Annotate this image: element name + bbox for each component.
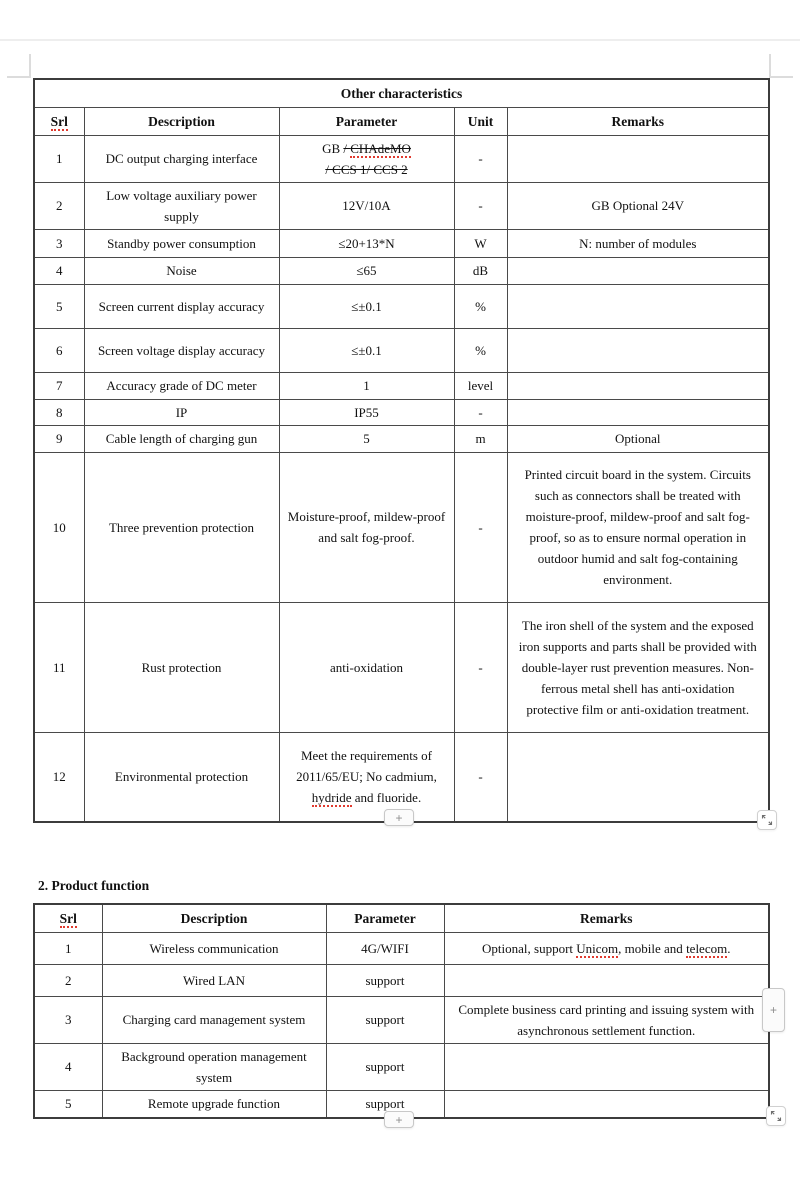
table-row [34,257,769,284]
cell-srl[interactable]: 9 [34,425,84,452]
diagonal-resize-icon [761,814,773,826]
cell-parameter[interactable]: 1 [279,372,454,399]
cell-srl[interactable]: 5 [34,284,84,328]
cell-srl[interactable]: 10 [34,452,84,602]
cell-remarks[interactable] [444,964,769,996]
cell-remarks[interactable]: GB Optional 24V [507,182,769,229]
table-row [34,425,769,452]
text-boundary-mark [29,54,31,78]
cell-parameter[interactable]: support [326,1090,444,1118]
struck-text: / [343,140,351,156]
cell-description[interactable]: Low voltage auxiliary power supply [84,182,279,229]
cell-unit[interactable]: - [454,452,507,602]
cell-description[interactable]: Screen voltage display accuracy [84,328,279,372]
table-title[interactable]: Other characteristics [34,79,769,107]
cell-parameter[interactable]: ≤±0.1 [279,328,454,372]
cell-description[interactable]: Standby power consumption [84,229,279,257]
cell-remarks[interactable]: N: number of modules [507,229,769,257]
text-boundary-mark [769,54,771,78]
cell-unit[interactable]: - [454,602,507,732]
cell-description[interactable]: Three prevention protection [84,452,279,602]
cell-remarks[interactable] [507,732,769,822]
cell-description[interactable]: DC output charging interface [84,135,279,182]
text: Optional, support [482,940,577,956]
cell-remarks[interactable]: The iron shell of the system and the exposed iron supports and parts shall be provided with double-layer rust prevention measures. Non-ferrous metal shell has anti-oxidation protective film or anti-oxidation treatment. [507,602,769,732]
text: . [727,940,731,956]
misspelled-text: Unicom [576,940,619,956]
table-row [34,964,769,996]
misspelled-text: hydride [311,790,352,806]
cell-remarks[interactable] [444,1043,769,1090]
cell-srl[interactable]: 8 [34,399,84,425]
cell-parameter[interactable]: support [326,1043,444,1090]
cell-unit[interactable]: - [454,732,507,822]
cell-parameter[interactable]: ≤±0.1 [279,284,454,328]
cell-description[interactable]: Environmental protection [84,732,279,822]
table-row [34,229,769,257]
table-row [34,372,769,399]
plus-icon: + [395,1112,403,1127]
text-boundary-mark [770,76,793,78]
table-row [34,932,769,964]
header-srl[interactable] [34,904,102,932]
table-row [34,996,769,1043]
cell-remarks[interactable] [507,328,769,372]
header-text: Srl [59,910,77,926]
parameter-line [286,138,448,159]
other-characteristics-table [33,78,770,823]
parameter-line [286,159,448,180]
page-edge-divider [0,39,800,41]
cell-srl[interactable]: 3 [34,996,102,1043]
cell-unit[interactable]: level [454,372,507,399]
cell-description[interactable]: Accuracy grade of DC meter [84,372,279,399]
header-text: Srl [50,113,68,129]
table-row [34,602,769,732]
header-remarks[interactable]: Remarks [507,107,769,135]
cell-description[interactable]: Rust protection [84,602,279,732]
table-row [34,182,769,229]
cell-parameter[interactable]: Moisture-proof, mildew-proof and salt fog-proof. [279,452,454,602]
cell-parameter[interactable] [279,135,454,182]
cell-unit[interactable]: dB [454,257,507,284]
cell-srl[interactable]: 12 [34,732,84,822]
text: , mobile and [618,940,687,956]
cell-unit[interactable]: - [454,399,507,425]
cell-srl[interactable]: 1 [34,135,84,182]
cell-remarks[interactable] [507,372,769,399]
cell-srl[interactable]: 1 [34,932,102,964]
cell-remarks[interactable] [507,399,769,425]
table-row [34,328,769,372]
insert-column-button[interactable] [762,988,785,1032]
cell-remarks[interactable] [444,1090,769,1118]
header-description[interactable]: Description [102,904,326,932]
cell-parameter[interactable]: support [326,964,444,996]
cell-srl[interactable]: 5 [34,1090,102,1118]
text: and fluoride. [351,790,422,806]
cell-parameter[interactable]: anti-oxidation [279,602,454,732]
cell-remarks[interactable] [507,257,769,284]
cell-parameter[interactable]: 12V/10A [279,182,454,229]
cell-parameter[interactable]: support [326,996,444,1043]
cell-unit[interactable]: - [454,135,507,182]
cell-description[interactable]: Wireless communication [102,932,326,964]
plus-icon: + [395,810,403,825]
table-row [34,135,769,182]
cell-srl[interactable]: 2 [34,182,84,229]
cell-description[interactable]: Wired LAN [102,964,326,996]
cell-description[interactable]: IP [84,399,279,425]
cell-description[interactable]: Background operation management system [102,1043,326,1090]
text: GB [322,140,344,156]
cell-unit[interactable]: % [454,284,507,328]
cell-remarks[interactable]: Printed circuit board in the system. Circuits such as connectors shall be treated with moisture-proof, mildew-proof and salt fog-proof, so as to ensure normal operation in outdoor humid and salt fog-containing environment. [507,452,769,602]
product-function-table [33,903,770,1119]
cell-parameter[interactable] [279,732,454,825]
cell-srl[interactable]: 3 [34,229,84,257]
cell-remarks[interactable]: Optional [507,425,769,452]
cell-description[interactable]: Cable length of charging gun [84,425,279,452]
cell-remarks[interactable] [507,135,769,182]
table-row [34,1043,769,1090]
text: Meet the requirements of 2011/65/EU; No cadmium, [296,748,437,785]
section-heading[interactable]: 2. Product function [38,878,150,893]
cell-parameter[interactable]: ≤20+13*N [279,229,454,257]
table-title-row [34,79,769,107]
cell-srl[interactable]: 7 [34,372,84,399]
diagonal-resize-icon [770,1110,782,1122]
header-srl[interactable] [34,107,84,135]
cell-srl[interactable]: 11 [34,602,84,732]
header-description[interactable]: Description [84,107,279,135]
cell-description[interactable]: Remote upgrade function [102,1090,326,1118]
header-parameter[interactable]: Parameter [326,904,444,932]
cell-srl[interactable]: 6 [34,328,84,372]
table-row [34,284,769,328]
cell-remarks[interactable] [507,284,769,328]
cell-parameter[interactable]: IP55 [279,399,454,425]
struck-misspelled-text: CHAdeMO [350,140,411,156]
cell-unit[interactable]: % [454,328,507,372]
table-header-row [34,107,769,135]
struck-text: / CCS 1/ CCS 2 [325,161,408,177]
cell-parameter[interactable]: 4G/WIFI [326,932,444,964]
header-parameter[interactable]: Parameter [279,107,454,135]
cell-unit[interactable]: - [454,182,507,229]
table-row [34,399,769,425]
header-remarks[interactable]: Remarks [444,904,769,932]
cell-srl[interactable]: 4 [34,1043,102,1090]
cell-unit[interactable]: W [454,229,507,257]
table-row [34,452,769,602]
cell-unit[interactable]: m [454,425,507,452]
cell-srl[interactable]: 2 [34,964,102,996]
table-header-row [34,904,769,932]
insert-row-button[interactable] [384,1111,414,1128]
table-resize-handle[interactable] [757,810,777,830]
insert-row-button[interactable] [384,809,414,826]
cell-parameter[interactable]: 5 [279,425,454,452]
cell-description[interactable]: Screen current display accuracy [84,284,279,328]
cell-description[interactable]: Charging card management system [102,996,326,1043]
cell-remarks[interactable] [444,932,769,964]
header-unit[interactable]: Unit [454,107,507,135]
misspelled-text: telecom [686,940,728,956]
table-resize-handle[interactable] [766,1106,786,1126]
cell-parameter[interactable]: ≤65 [279,257,454,284]
plus-icon: + [769,1003,777,1017]
cell-srl[interactable]: 4 [34,257,84,284]
text-boundary-mark [7,76,30,78]
cell-remarks[interactable]: Complete business card printing and issuing system with asynchronous settlement function. [444,996,769,1043]
cell-description[interactable]: Noise [84,257,279,284]
